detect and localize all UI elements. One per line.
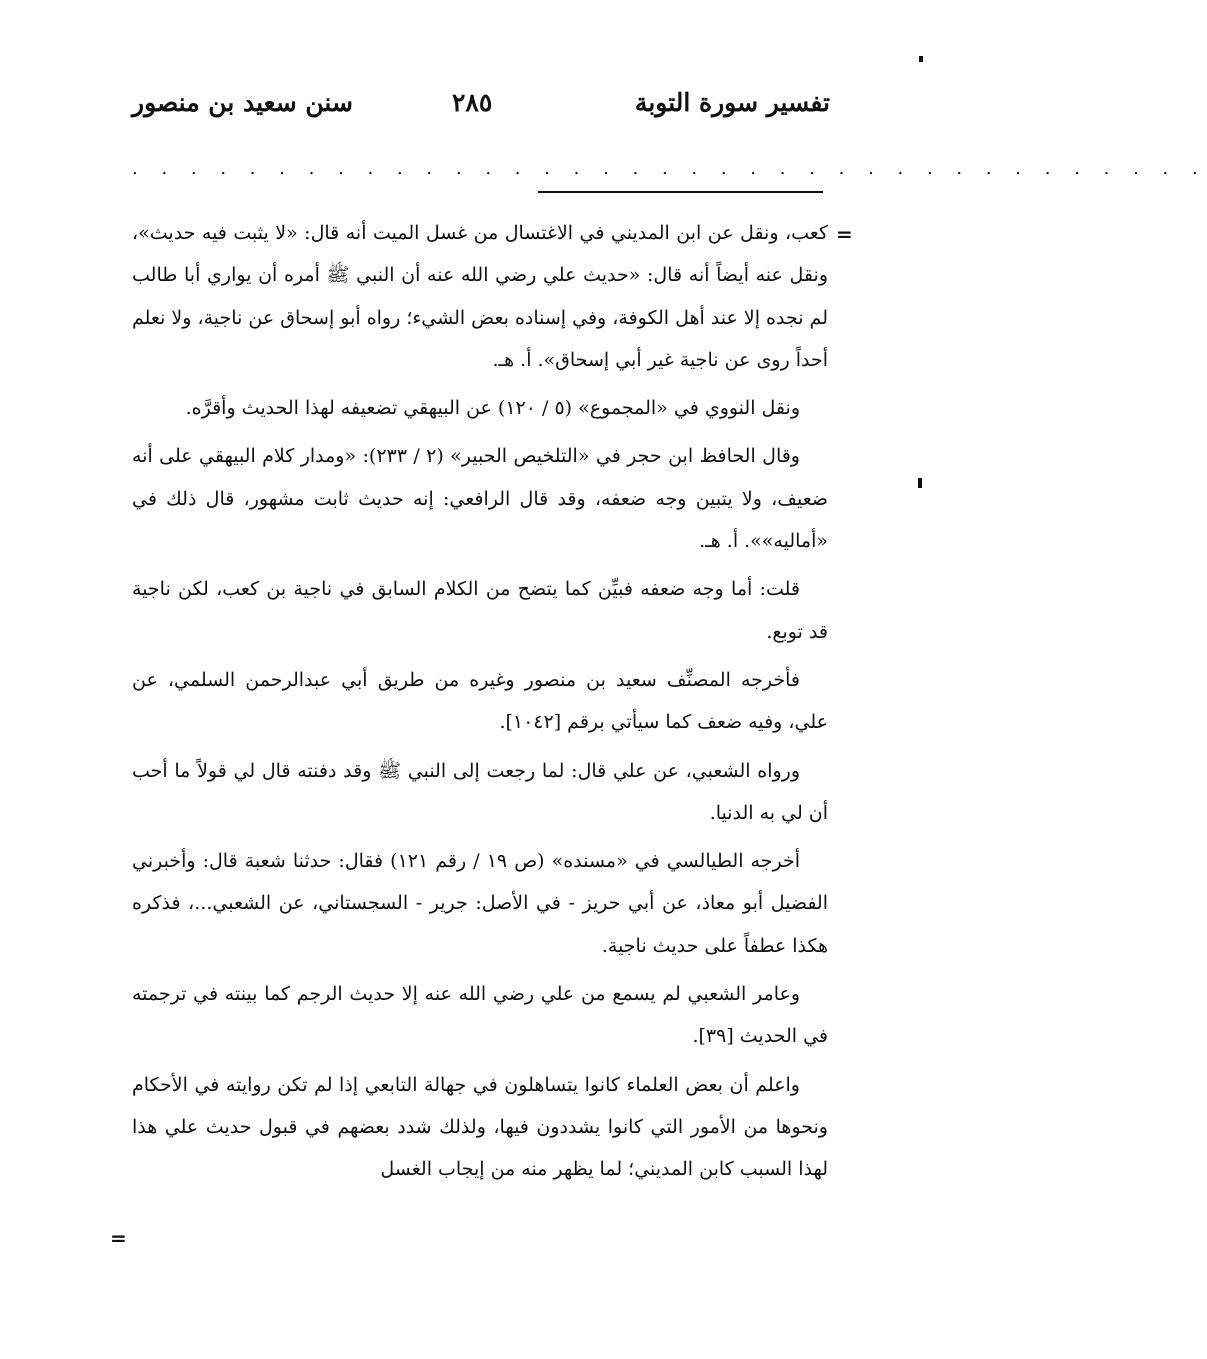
separator-dots: . . . . . . . . . . . . . . . . . . . . . . . . . . . . . . . . . . . . . [132,158,1207,179]
scan-edge-mark [918,478,922,488]
footnote-body [132,212,828,1197]
paragraph: ونقل النووي في «المجموع» (٥ / ١٢٠) عن البيهقي تضعيفه لهذا الحديث وأقرَّه. [185,397,800,420]
paragraph: فأخرجه المصنِّف سعيد بن منصور وغيره من طريق أبي عبدالرحمن السلمي، عن علي، وفيه ضعف كما سيأتي برقم [١٠٤٢]. [132,668,828,734]
running-header [132,88,830,128]
paragraph: وقال الحافظ ابن حجر في «التلخيص الحبير» (٢ / ٢٣٣): «ومدار كلام البيهقي على أنه ضعيف، ولا يتبين وجه ضعفه، وقد قال الرافعي: إنه حديث ثابت مشهور، قال ذلك في «أماليه»». أ. هـ. [132,445,828,553]
paragraph: أخرجه الطيالسي في «مسنده» (ص ١٩ / رقم ١٢١) فقال: حدثنا شعبة قال: وأخبرني الفضيل أبو معاذ، عن أبي حريز - في الأصل: جرير - السجستاني، عن الشعبي...، فذكره هكذا عطفاً على حديث ناجية. [132,850,828,957]
scan-edge-mark [919,56,923,62]
paragraph: قلت: أما وجه ضعفه فبيِّن كما يتضح من الكلام السابق في ناجية بن كعب، لكن ناجية قد توبع. [132,578,828,643]
paragraph: وعامر الشعبي لم يسمع من علي رضي الله عنه إلا حديث الرجم كما بينته في ترجمته في الحديث [٣٩]. [132,983,828,1048]
book-title: تفسير سورة التوبة [634,88,830,117]
paragraph: ورواه الشعبي، عن علي قال: لما رجعت إلى النبي ﷺ وقد دفنته قال لي قولاً ما أحب أن لي به الدنيا. [132,759,828,824]
footnote-rule [538,191,823,193]
continuation-mark-top: = [836,222,853,246]
paragraph: كعب، ونقل عن ابن المديني في الاغتسال من غسل الميت أنه قال: «لا يثبت فيه حديث»، ونقل عنه أيضاً أنه قال: «حديث علي رضي الله عنه أن النبي ﷺ أمره أن يواري أبا طالب لم نجده إلا عند أهل الكوفة، وفي إسناده بعض الشيء؛ رواه أبو إسحاق عن ناجية، ولا نعلم أحداً روى عن ناجية غير أبي إسحاق». أ. هـ. [132,222,828,371]
paragraph: واعلم أن بعض العلماء كانوا يتساهلون في جهالة التابعي إذا لم تكن روايته في الأحكام ونحوها من الأمور التي كانوا يشددون فيها، ولذلك شدد بعضهم في قبول حديث علي هذا لهذا السبب كابن المديني؛ لما يظهر منه من إيجاب الغسل [132,1073,828,1181]
series-title: سنن سعيد بن منصور [132,88,353,117]
page-number: ٢٨٥ [452,88,493,117]
continuation-mark-bottom: = [110,1226,127,1250]
